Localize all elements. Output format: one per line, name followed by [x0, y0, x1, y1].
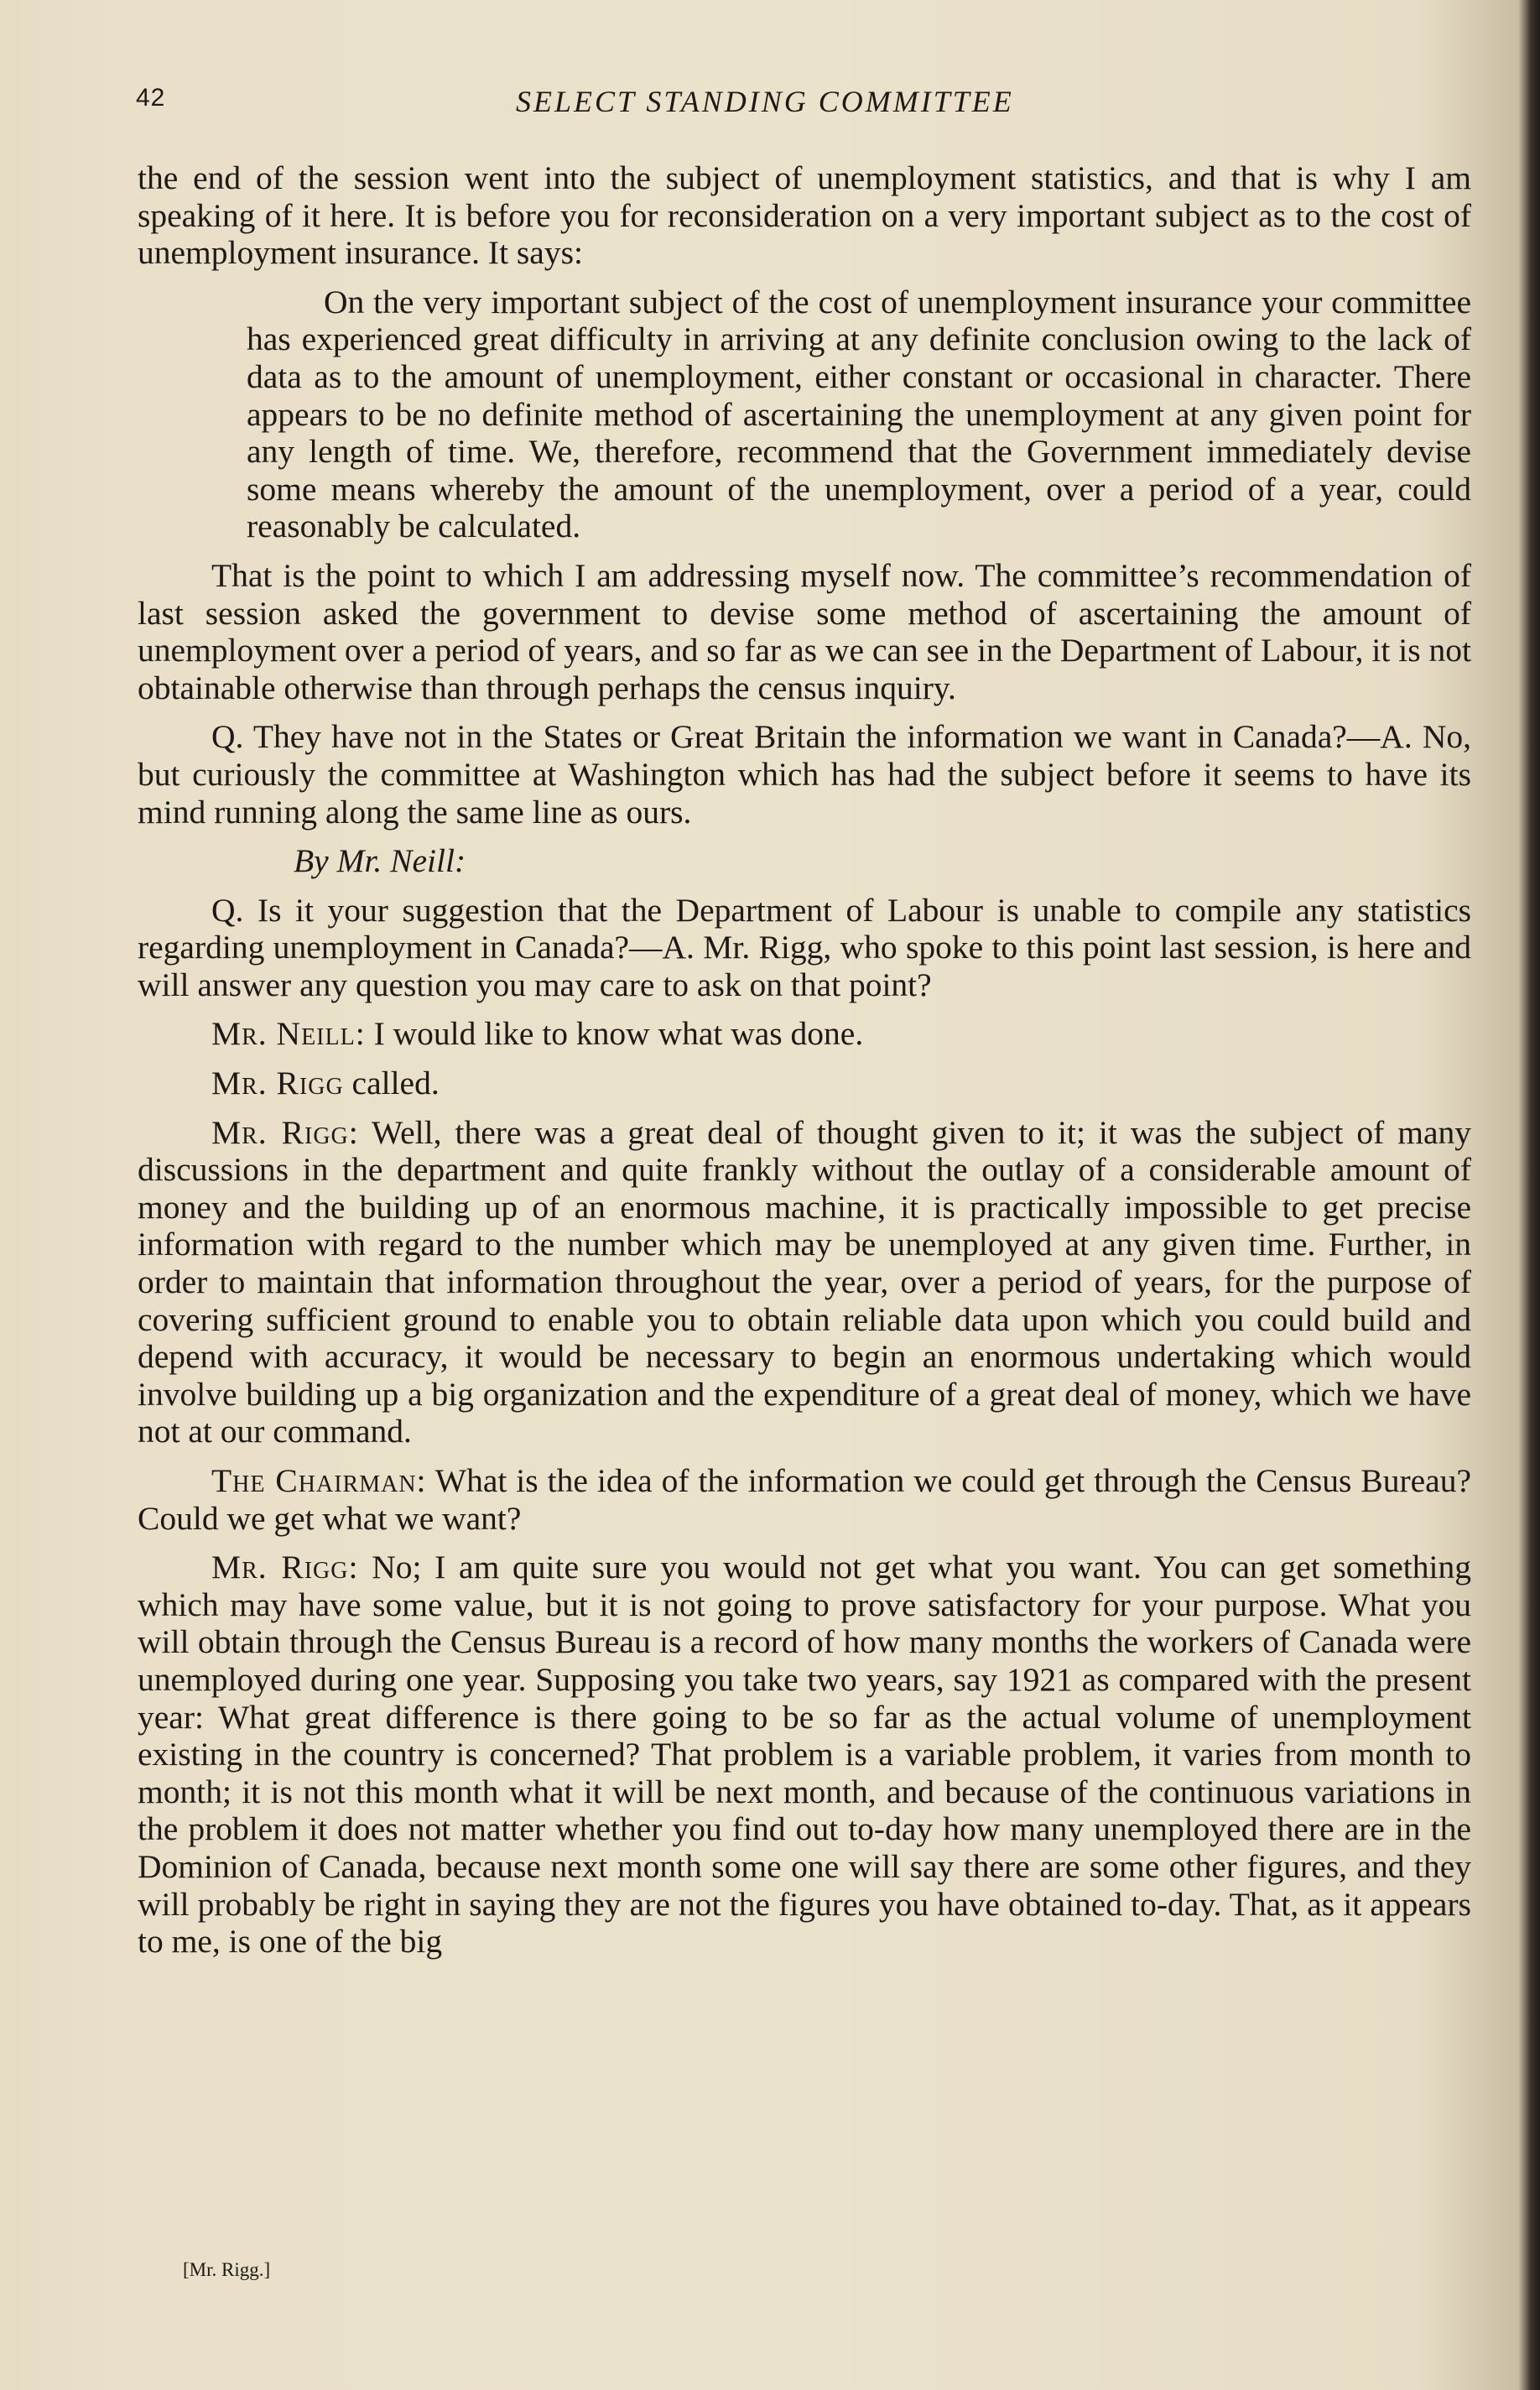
- question-answer-department: Q. Is it your suggestion that the Department of Labour is unable to compile any statistics regarding unemployment in Canada?—A. Mr. Rigg, who spoke to this point last session, is here and will answer any question you may care to ask on that point?: [138, 891, 1471, 1003]
- speech-text: called.: [351, 1065, 440, 1102]
- question-answer-states: Q. They have not in the States or Great Britain the information we want in Canada?—A. No, but curiously the committee at Washington which has had the subject before it seems to have its mind running along the same line as ours.: [138, 718, 1471, 831]
- page-header: [0, 84, 1540, 126]
- speech-text: I would like to know what was done.: [373, 1015, 864, 1053]
- examiner-byline: By Mr. Neill:: [294, 842, 466, 880]
- speaker-name: Mr. Rigg:: [211, 1113, 359, 1151]
- paragraph-committee-recommendation: That is the point to which I am addressing myself now. The committee’s recommendation of last session asked the government to devise some method of ascertaining the amount of unemployment over a period of years, and so far as we can see in the Department of Labour, it is not obtainable otherwise than through perhaps the census inquiry.: [138, 556, 1471, 706]
- speech-neill: [138, 1015, 1471, 1053]
- speech-text: No; I am quite sure you would not get what you want. You can get something which may have some value, but it is not going to prove satisfactory for your purpose. What you will obtain through the Census Bureau is a record of how many months the workers of Canada were unemployed during one year. Supposing you take two years, say 1921 as compared with the present year: What great difference is there going to be so far as the actual volume of unemployment existing in the country is concerned? That problem is a variable problem, it varies from month to month; it is not this month what it will be next month, and because of the continuous variations in the problem it does not matter whether you find out to-day how many unemployed there are in the Dominion of Canada, because next month some one will say there are some other figures, and they will probably be right in saying they are not the figures you have obtained to-day. That, as it appears to me, is one of the big: [138, 1549, 1472, 1960]
- speaker-name: Mr. Neill:: [211, 1015, 366, 1053]
- page-number: 42: [136, 84, 166, 112]
- footer-attribution: [Mr. Rigg.]: [183, 2259, 271, 2280]
- speech-chairman: [138, 1462, 1471, 1537]
- speaker-name: Mr. Rigg:: [211, 1549, 359, 1586]
- speech-rigg-1: [138, 1114, 1471, 1450]
- page-body: [138, 159, 1471, 1972]
- paragraph-continued: the end of the session went into the subject of unemployment statistics, and that is why I am speaking of it here. It is before you for reconsideration on a very important subject as to the cost of unemployment insurance. It says:: [138, 159, 1471, 272]
- speech-text: What is the idea of the information we could get through the Census Bureau? Could we get what we want?: [138, 1462, 1471, 1537]
- speech-rigg-2: [138, 1549, 1471, 1960]
- stage-direction: [138, 1065, 1471, 1102]
- speaker-name: Mr. Rigg: [211, 1065, 344, 1102]
- running-title: SELECT STANDING COMMITTEE: [516, 85, 1014, 118]
- block-quote: On the very important subject of the cost of unemployment insurance your committee has experienced great difficulty in arriving at any definite conclusion owing to the lack of data as to the amount of unemployment, either constant or occasional in character. There appears to be no definite method of ascertaining the unemployment at any given point for any length of time. We, therefore, recommend that the Government immediately devise some means whereby the amount of the unemployment, over a period of a year, could reasonably be calculated.: [247, 283, 1471, 545]
- speech-text: Well, there was a great deal of thought given to it; it was the subject of many discussions in the department and quite frankly without the outlay of a considerable amount of money and the building up of an enormous machine, it is practically impossible to get precise information with regard to the number which may be unemployed at any given time. Further, in order to maintain that information throughout the year, over a period of years, for the purpose of covering sufficient ground to enable you to obtain reliable data upon which you could build and depend with accuracy, it would be necessary to begin an enormous undertaking which would involve building up a big organization and the expenditure of a great deal of money, which we have not at our command.: [138, 1113, 1472, 1450]
- speaker-name: The Chairman:: [211, 1462, 427, 1499]
